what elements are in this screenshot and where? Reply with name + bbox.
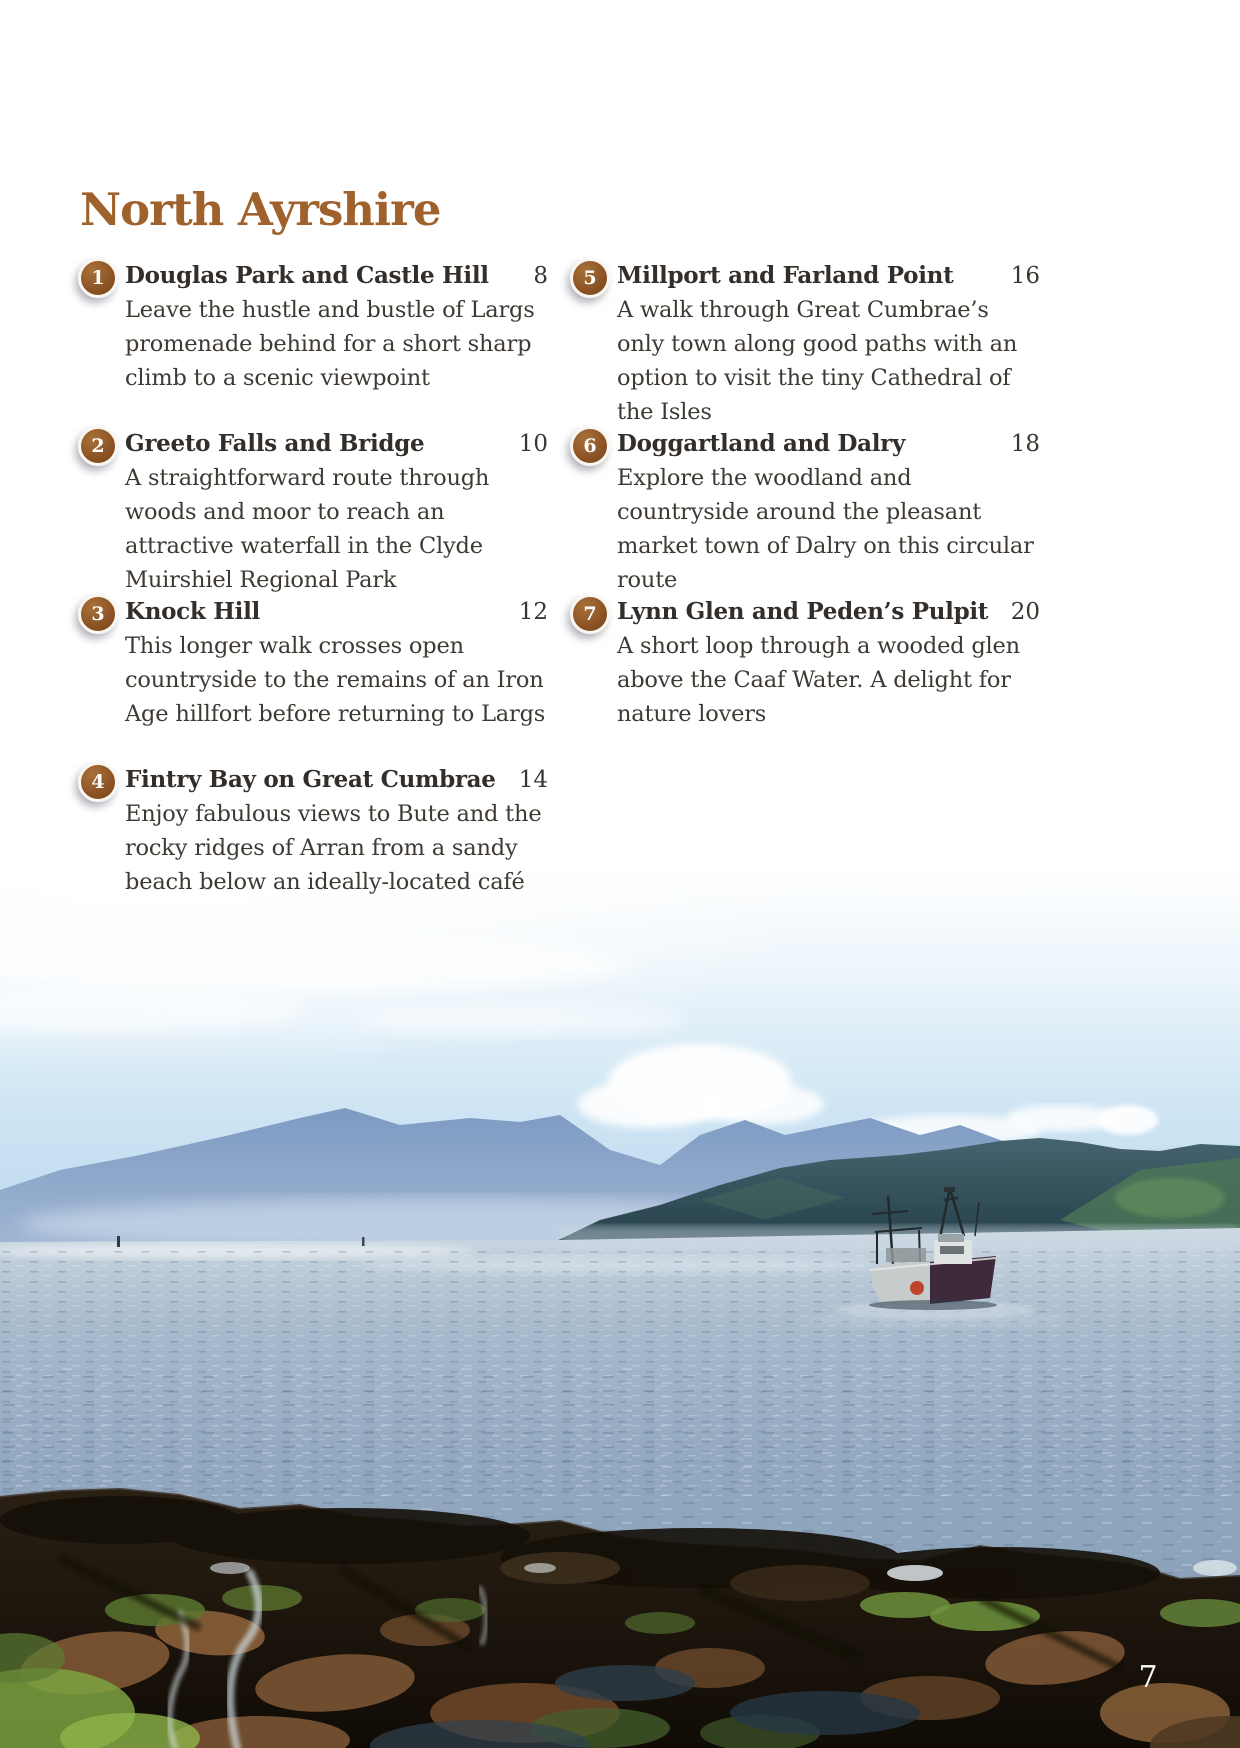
coastal-photo-scene (0, 868, 1240, 1748)
entry-title: Douglas Park and Castle Hill (125, 262, 489, 289)
toc-entry (78, 766, 548, 934)
entry-description: This longer walk crosses open countryside to the remains of an Iron Age hillfort before returning to Largs (125, 633, 546, 727)
toc-entry (570, 262, 1040, 430)
entry-title: Lynn Glen and Peden’s Pulpit (617, 598, 989, 625)
entry-page-number: 14 (518, 767, 548, 793)
entry-title: Fintry Bay on Great Cumbrae (125, 766, 496, 793)
entry-number-badge: 3 (78, 594, 118, 634)
toc-column-left (78, 262, 548, 934)
folio-page-number: 7 (1138, 1660, 1158, 1695)
entry-number-badge: 6 (570, 426, 610, 466)
entry-description: A walk through Great Cumbrae’s only town along good paths with an option to visit the tiny Cathedral of the Isles (617, 297, 1018, 425)
marker-buoy (117, 1236, 120, 1247)
entry-description: A straightforward route through woods and moor to reach an attractive waterfall in the Clyde Muirshiel Regional Park (125, 465, 490, 593)
page-title: North Ayrshire (80, 183, 441, 236)
entry-page-number: 12 (518, 599, 548, 625)
entry-page-number: 8 (533, 263, 548, 289)
entry-number-badge: 2 (78, 426, 118, 466)
toc-entry (570, 430, 1040, 598)
entry-number-badge: 7 (570, 594, 610, 634)
marker-buoy (362, 1237, 365, 1246)
entry-number-badge: 5 (570, 258, 610, 298)
table-of-contents (78, 262, 1162, 934)
entry-number-badge: 4 (78, 762, 118, 802)
toc-entry (78, 598, 548, 766)
entry-title: Doggartland and Dalry (617, 430, 906, 457)
toc-entry (78, 430, 548, 598)
toc-entry (78, 262, 548, 430)
entry-description: Leave the hustle and bustle of Largs promenade behind for a short sharp climb to a scenic viewpoint (125, 297, 535, 391)
entry-description: Enjoy fabulous views to Bute and the rocky ridges of Arran from a sandy beach below an ideally-located café (125, 801, 542, 895)
coastal-photo (0, 868, 1240, 1748)
entry-page-number: 10 (518, 431, 548, 457)
entry-page-number: 16 (1010, 263, 1040, 289)
entry-title: Knock Hill (125, 598, 260, 625)
entry-title: Millport and Farland Point (617, 262, 954, 289)
entry-page-number: 18 (1010, 431, 1040, 457)
toc-entry (570, 598, 1040, 766)
entry-page-number: 20 (1010, 599, 1040, 625)
entry-title: Greeto Falls and Bridge (125, 430, 425, 457)
entry-number-badge: 1 (78, 258, 118, 298)
entry-description: A short loop through a wooded glen above the Caaf Water. A delight for nature lovers (617, 633, 1020, 727)
toc-column-right (570, 262, 1040, 934)
entry-description: Explore the woodland and countryside around the pleasant market town of Dalry on this circular route (617, 465, 1034, 593)
